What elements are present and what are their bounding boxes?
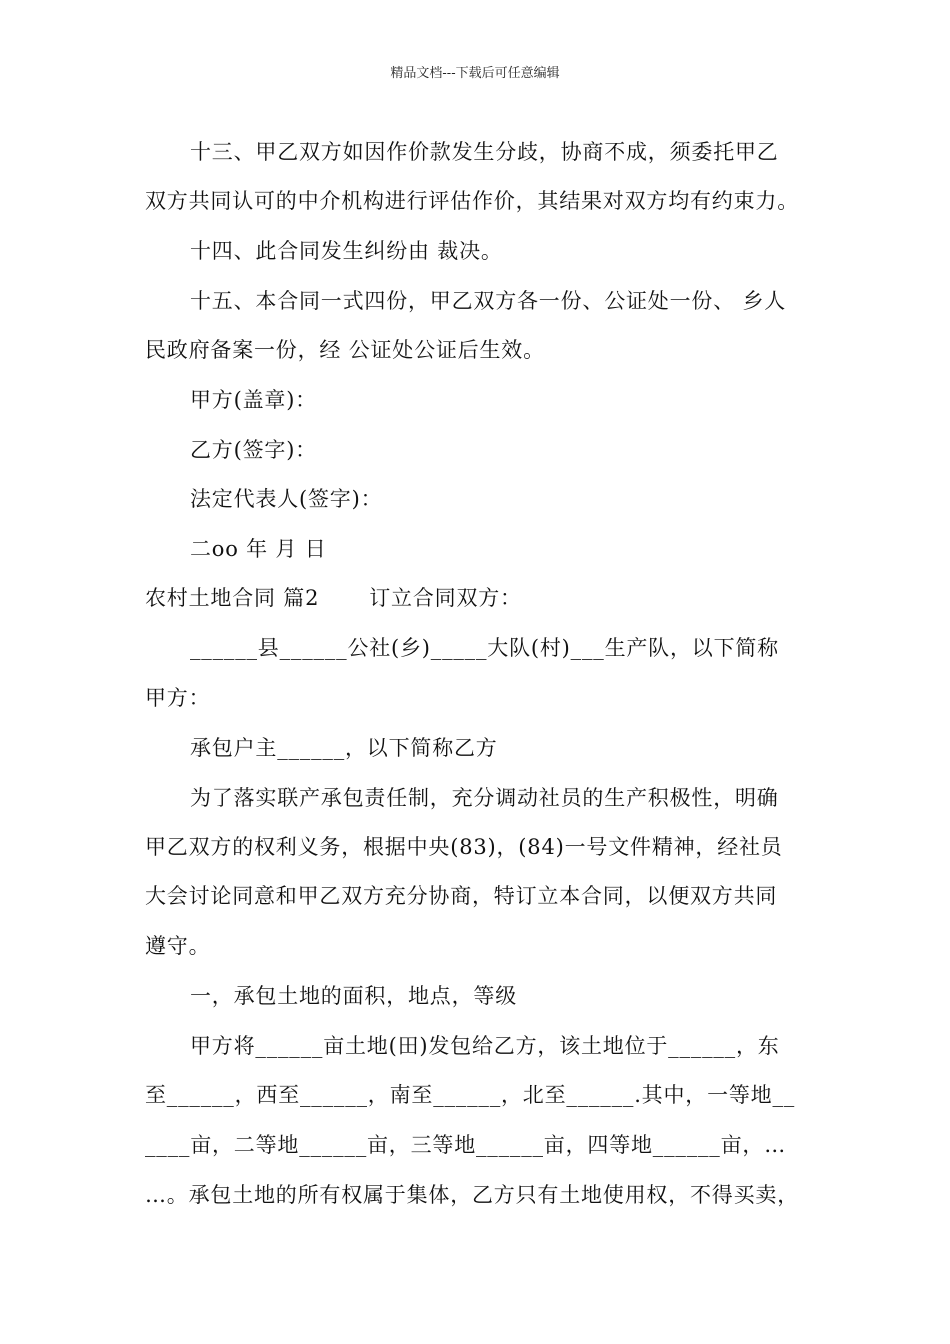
contract-parties-label: 订立合同双方：	[369, 586, 522, 610]
paragraph-line: 十四、此合同发生纠纷由 裁决。	[190, 239, 503, 263]
paragraph-line: 承包户主______，以下简称乙方	[190, 736, 498, 760]
paragraph-line: 甲方将______亩土地(田)发包给乙方，该土地位于______，东	[190, 1034, 780, 1058]
paragraph-line: ____亩，二等地______亩，三等地______亩，四等地______亩，…	[145, 1133, 786, 1157]
paragraph-line: 至______，西至______，南至______，北至______.其中，一等地__	[145, 1083, 796, 1107]
signature-line-party-b: 乙方(签字)：	[190, 438, 317, 462]
clause-heading: 一，承包土地的面积，地点，等级	[190, 984, 517, 1008]
section-heading-line	[145, 583, 522, 613]
paragraph-line: ______县______公社(乡)_____大队(村)___生产队，以下简称	[190, 636, 779, 660]
paragraph-line: 甲方：	[145, 686, 211, 710]
paragraph-line: …。承包土地的所有权属于集体，乙方只有土地使用权，不得买卖，	[145, 1183, 799, 1207]
paragraph-line: 遵守。	[145, 934, 211, 958]
paragraph-line: 十三、甲乙双方如因作价款发生分歧，协商不成，须委托甲乙	[190, 140, 779, 164]
signature-line-party-a: 甲方(盖章)：	[190, 388, 317, 412]
section-title: 农村土地合同 篇2	[145, 586, 320, 610]
paragraph-line: 双方共同认可的中介机构进行评估作价，其结果对双方均有约束力。	[145, 189, 799, 213]
paragraph-line: 十五、本合同一式四份，甲乙双方各一份、公证处一份、 乡人	[190, 289, 787, 313]
paragraph-line: 大会讨论同意和甲乙双方充分协商，特订立本合同，以便双方共同	[145, 884, 778, 908]
paragraph-line: 为了落实联产承包责任制，充分调动社员的生产积极性，明确	[190, 786, 779, 810]
date-line: 二oo 年 月 日	[190, 537, 327, 561]
signature-line-legal-rep: 法定代表人(签字)：	[190, 487, 383, 511]
paragraph-line: 民政府备案一份，经 公证处公证后生效。	[145, 338, 545, 362]
paragraph-line: 甲乙双方的权利义务，根据中央(83)，(84)一号文件精神，经社员	[145, 835, 783, 859]
page-header: 精品文档---下载后可任意编辑	[390, 66, 560, 81]
